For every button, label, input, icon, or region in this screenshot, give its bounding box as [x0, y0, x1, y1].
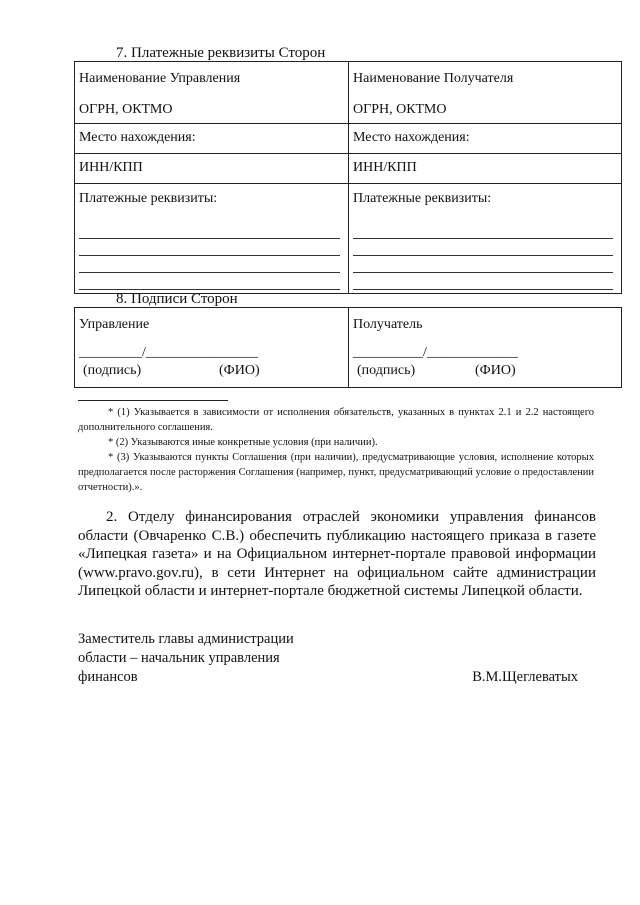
payment-blank-line — [353, 239, 613, 256]
payment-blank-line — [353, 222, 613, 239]
recipient-party-label: Получатель — [353, 317, 423, 332]
payment-details-table — [74, 61, 622, 294]
payment-blank-line — [79, 222, 340, 239]
recipient-ogrn-label: ОГРН, ОКТМО — [353, 102, 447, 117]
recipient-signature-line: __________/_____________ — [353, 345, 518, 360]
signature-caption: (подпись) — [357, 363, 416, 378]
management-payment-cell — [75, 184, 349, 294]
signer-position-line-2: области – начальник управления — [78, 650, 280, 666]
fio-caption: (ФИО) — [475, 363, 516, 378]
footnote-3: * (3) Указываются пункты Соглашения (при наличии), предусматривающие условия, исполнение которых предполагается после расторжения Соглашения (например, пункт, предусматривающий условие о предоставлении отчетности).». — [78, 452, 594, 493]
payment-blank-line — [79, 256, 340, 273]
management-name-cell — [75, 62, 349, 124]
recipient-payment-label: Платежные реквизиты: — [353, 191, 492, 206]
signer-position-line-3: финансов — [78, 669, 138, 685]
recipient-location-label: Место нахождения: — [353, 130, 470, 145]
recipient-location-cell — [349, 124, 622, 154]
management-payment-label: Платежные реквизиты: — [79, 191, 218, 206]
management-inn-cell — [75, 154, 349, 184]
footnote-1: * (1) Указывается в зависимости от исполнения обязательств, указанных в пунктах 2.1 и 2.2 настоящего дополнительного соглашения. — [78, 407, 594, 433]
signer-position — [78, 630, 294, 687]
recipient-signature-cell — [349, 308, 622, 388]
payment-blank-line — [79, 239, 340, 256]
management-signature-line: _________/________________ — [79, 345, 258, 360]
management-location-label: Место нахождения: — [79, 130, 196, 145]
signatures-table — [74, 307, 622, 388]
section-8-title: 8. Подписи Сторон — [116, 291, 238, 307]
signature-caption: (подпись) — [83, 363, 142, 378]
paragraph-2: 2. Отделу финансирования отраслей экономики управления финансов области (Овчаренко С.В.) обеспечить публикацию настоящего приказа в газете «Липецкая газета» и на Официальном интернет-портале правовой информации (www.pravo.gov.ru), в сети Интернет на официальном сайте администрации Липецкой области и интернет-портале бюджетной системы Липецкой области. — [78, 509, 596, 599]
section-7-title: 7. Платежные реквизиты Сторон — [116, 45, 326, 61]
footnote-2: * (2) Указываются иные конкретные условия (при наличии). — [108, 437, 378, 448]
recipient-inn-cell — [349, 154, 622, 184]
recipient-name-label: Наименование Получателя — [353, 71, 514, 86]
recipient-name-cell — [349, 62, 622, 124]
management-location-cell — [75, 124, 349, 154]
management-party-label: Управление — [79, 317, 150, 332]
management-ogrn-label: ОГРН, ОКТМО — [79, 102, 173, 117]
management-signature-cell — [75, 308, 349, 388]
payment-blank-line — [353, 256, 613, 273]
management-inn-label: ИНН/КПП — [79, 160, 143, 175]
footnotes — [78, 405, 594, 495]
footnote-separator — [78, 400, 228, 401]
recipient-payment-cell — [349, 184, 622, 294]
signer-position-line-1: Заместитель главы администрации — [78, 631, 294, 647]
payment-blank-line — [79, 273, 340, 290]
recipient-inn-label: ИНН/КПП — [353, 160, 417, 175]
fio-caption: (ФИО) — [219, 363, 260, 378]
payment-blank-line — [353, 273, 613, 290]
signer-name: В.М.Щеглеватых — [472, 669, 578, 685]
management-name-label: Наименование Управления — [79, 71, 241, 86]
